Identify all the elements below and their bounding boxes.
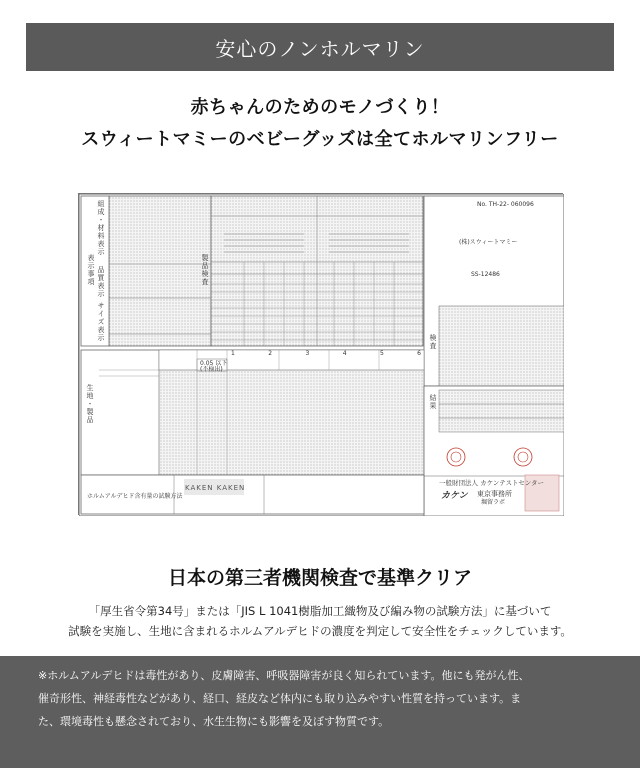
cert-label-shitsuryou: 品質表示 xyxy=(97,266,105,298)
note-line1: ※ホルムアルデヒドは毒性があり、皮膚障害、呼吸器障害が良く知られています。他にも発がん性、 xyxy=(38,669,530,682)
cert-org-logo: カケン xyxy=(441,491,468,501)
section-body-line2: 試験を実施し、生地に含まれるホルムアルデヒドの濃度を判定して安全性をチェックしています。 xyxy=(68,624,572,638)
cert-test-value2: (不検出) xyxy=(200,366,223,373)
cert-col-1: 1 xyxy=(231,350,235,357)
cert-col-5: 5 xyxy=(379,350,384,357)
cert-col-3: 3 xyxy=(305,350,310,357)
cert-col-4: 4 xyxy=(342,350,347,357)
cert-label-seihin: 製品検査 xyxy=(201,254,209,286)
top-banner xyxy=(26,23,614,71)
cert-client: (株)スウィートマミー xyxy=(459,239,518,246)
cert-col-2: 2 xyxy=(268,350,273,357)
cert-label-kekka: 結果 xyxy=(429,394,437,410)
cert-col-6: 6 xyxy=(417,350,421,357)
note-line3: た、環境毒性も懸念されており、水生生物にも影響を及ぼす物質です。 xyxy=(38,715,390,728)
cert-issue-no: No. TH-22- 060096 xyxy=(477,201,534,208)
cert-label-seisan: 生地・製品 xyxy=(86,384,94,424)
note-line2: 催奇形性、神経毒性などがあり、経口、経皮など体内にも取り込みやすい性質を持っています。ま xyxy=(38,692,522,705)
cert-org-line1: 一般財団法人 カケンテストセンター xyxy=(439,479,545,487)
headline-line2: スウィートマミーのベビーグッズは全てホルマリンフリー xyxy=(81,129,559,150)
test-certificate-image xyxy=(78,193,563,515)
cert-label-soshiki: 組成・材料表示 xyxy=(97,200,105,256)
headline-line1: 赤ちゃんのためのモノづくり！ xyxy=(190,97,450,118)
cert-org-line3: 堀留ラボ xyxy=(481,499,506,506)
banner-title: 安心のノンホルマリン xyxy=(215,36,425,61)
cert-label-hyouji: 表示事項 xyxy=(87,254,95,286)
section-body-line1: 「厚生省令第34号」または「JIS L 1041樹脂加工織物及び編み物の試験方法」に基づいて xyxy=(88,604,552,618)
cert-org-line2: 東京事務所 xyxy=(477,490,512,498)
cert-test-value: 0.05 以下 xyxy=(200,360,228,367)
cert-label-kensa: 検査 xyxy=(429,334,437,350)
cert-footnote: ホルムアルデヒド含有量の試験方法 xyxy=(87,493,183,500)
section-title: 日本の第三者機関検査で基準クリア xyxy=(167,567,472,589)
cert-product: SS-12486 xyxy=(471,271,500,278)
cert-label-size: サイズ表示 xyxy=(97,302,105,342)
cert-column-numbers xyxy=(231,351,421,358)
cert-kaken-stamp: KAKEN KAKEN xyxy=(185,484,246,492)
